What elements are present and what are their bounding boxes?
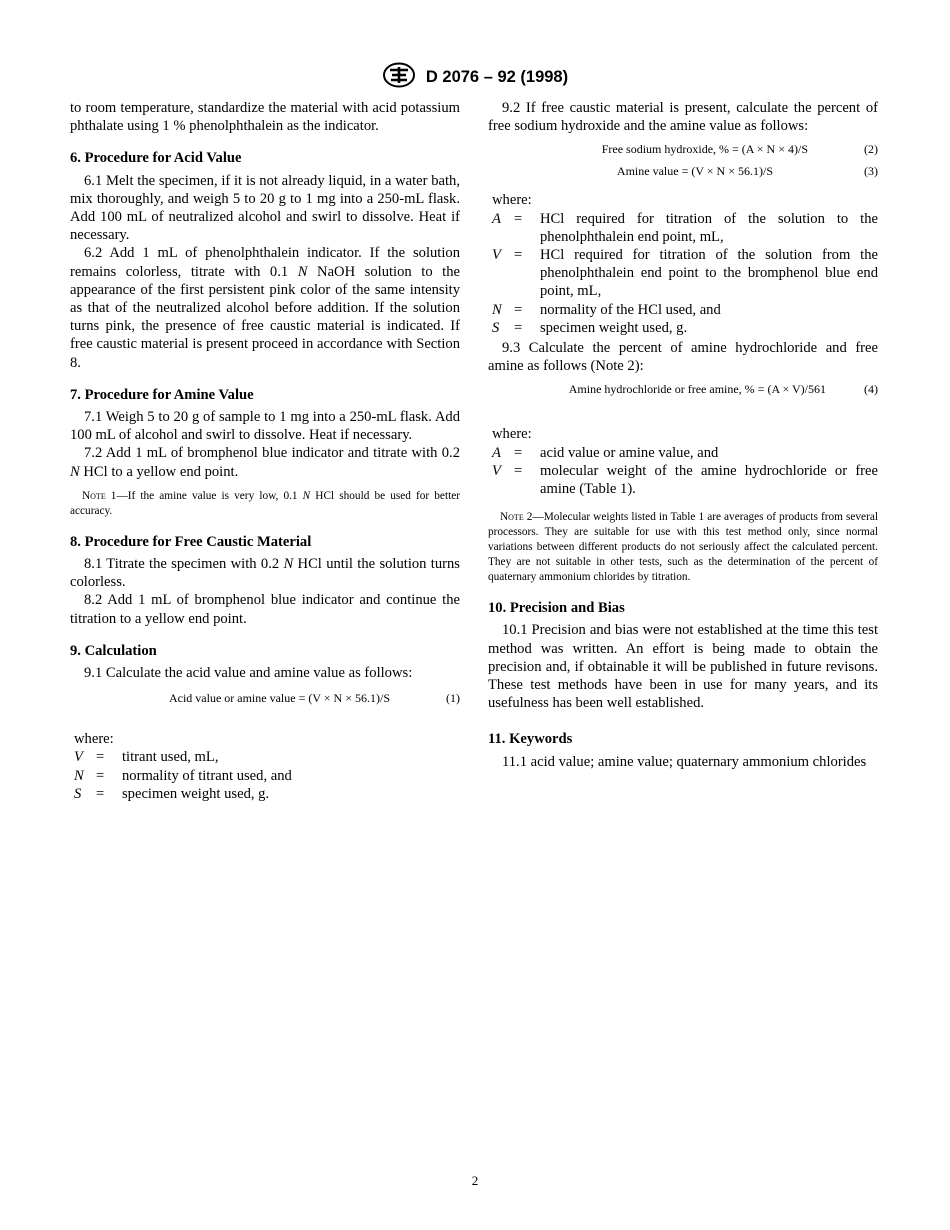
equation-2 (488, 139, 878, 159)
equation-1-number: (1) (446, 691, 460, 706)
definition-row: S = specimen weight used, g. (74, 785, 270, 802)
definitions-list-3 (492, 444, 878, 499)
where-label: where: (74, 731, 114, 748)
note-2: Note 2—Molecular weights listed in Table 1 are averages of products from several processors. They are suitable for use with this test method only, since normal variations between different products do not seriously affect the calculated percent. They are not suitable in other tests, such as the determination of the percent of quaternary ammonium chlorides by titration. (488, 511, 878, 584)
equation-4 (488, 379, 878, 399)
equation-2-expression: Free sodium hydroxide, % = (A × N × 4)/S (601, 142, 808, 157)
equation-3-number: (3) (864, 164, 878, 179)
where-label: where: (492, 192, 532, 209)
definition-row: V = titrant used, mL, (74, 749, 219, 766)
page-number: 2 (471, 1173, 479, 1188)
paragraph-10-1: 10.1 Precision and bias were not established at the time this test method was written. An effort is being made to obtain the precision and, if obtainable it will be published in future revisons. These test methods have been in use for many years, and its usefulness has been well established. (488, 622, 878, 712)
paragraph-7-1: 7.1 Weigh 5 to 20 g of sample to 1 mg into a 250-mL flask. Add 100 mL of alcohol and swirl to dissolve. Heat if necessary. (70, 409, 460, 444)
section-9-heading: 9. Calculation (70, 642, 157, 659)
equation-4-number: (4) (864, 382, 878, 397)
equation-2-number: (2) (864, 142, 878, 157)
where-label: where: (492, 426, 532, 443)
equation-1-expression: Acid value or amine value = (V × N × 56.1)/S (168, 691, 390, 706)
definition-row: S = specimen weight used, g. (492, 319, 688, 336)
section-6-heading: 6. Procedure for Acid Value (70, 150, 242, 167)
paragraph-9-2: 9.2 If free caustic material is present, calculate the percent of free sodium hydroxide and the amine value as follows: (488, 100, 878, 135)
equation-3-expression: Amine value = (V × N × 56.1)/S (616, 164, 773, 179)
definition-row: N = normality of the HCl used, and (492, 301, 721, 318)
definitions-list-2 (492, 210, 878, 337)
definitions-list-1 (74, 748, 464, 803)
right-column (488, 99, 878, 771)
definition-row: A = acid value or amine value, and (492, 444, 719, 461)
left-column (70, 99, 460, 803)
section-11-heading: 11. Keywords (488, 731, 573, 748)
intro-paragraph: to room temperature, standardize the material with acid potassium phthalate using 1 % phenolphthalein as the indicator. (70, 100, 460, 135)
paragraph-9-1: 9.1 Calculate the acid value and amine value as follows: (84, 665, 413, 682)
equation-1 (70, 688, 460, 708)
definition-row: V = molecular weight of the amine hydrochloride or free amine (Table 1). (492, 462, 878, 498)
astm-logo-icon (382, 62, 416, 93)
paragraph-6-2: 6.2 Add 1 mL of phenolphthalein indicator. If the solution remains colorless, titrate with 0.1 N NaOH solution to the appearance of the first persistent pink color of the same intensity as that of the neutralized alcohol before addition. If the solution turns pink, the presence of free caustic material is indicated. If free caustic material is present proceed in accordance with Section 8. (70, 245, 461, 371)
section-10-heading: 10. Precision and Bias (488, 600, 625, 617)
definition-row: N = normality of titrant used, and (74, 767, 292, 784)
definition-row: V = HCl required for titration of the solution from the phenolphthalein end point to the bromphenol blue end point, mL, (492, 247, 878, 300)
equation-4-expression: Amine hydrochloride or free amine, % = (A × V)/561 (568, 382, 826, 397)
page-header (0, 62, 950, 93)
paragraph-6-1: 6.1 Melt the specimen, if it is not already liquid, in a water bath, mix thoroughly, and weigh 5 to 20 g to 1 mg into a 250-mL flask. Add 100 mL of neutralized alcohol and swirl to dissolve. Heat if necessary. (70, 172, 460, 244)
paragraph-9-3: 9.3 Calculate the percent of amine hydrochloride and free amine as follows (Note 2): (488, 340, 878, 375)
paragraph-8-1: 8.1 Titrate the specimen with 0.2 N HCl until the solution turns colorless. (70, 556, 460, 591)
document-designation: D 2076 – 92 (1998) (425, 68, 569, 86)
paragraph-11-1: 11.1 acid value; amine value; quaternary ammonium chlorides (502, 753, 867, 770)
paragraph-8-2: 8.2 Add 1 mL of bromphenol blue indicator and continue the titration to a yellow end point. (70, 592, 460, 627)
section-8-heading: 8. Procedure for Free Caustic Material (70, 533, 312, 550)
section-7-heading: 7. Procedure for Amine Value (70, 386, 254, 403)
paragraph-7-2: 7.2 Add 1 mL of bromphenol blue indicator and titrate with 0.2 N HCl to a yellow end point. (70, 445, 460, 480)
equation-3 (488, 161, 878, 181)
definition-row: A = HCl required for titration of the solution to the phenolphthalein end point, mL, (492, 210, 878, 245)
note-1: Note 1—If the amine value is very low, 0.1 N HCl should be used for better accuracy. (70, 489, 460, 517)
